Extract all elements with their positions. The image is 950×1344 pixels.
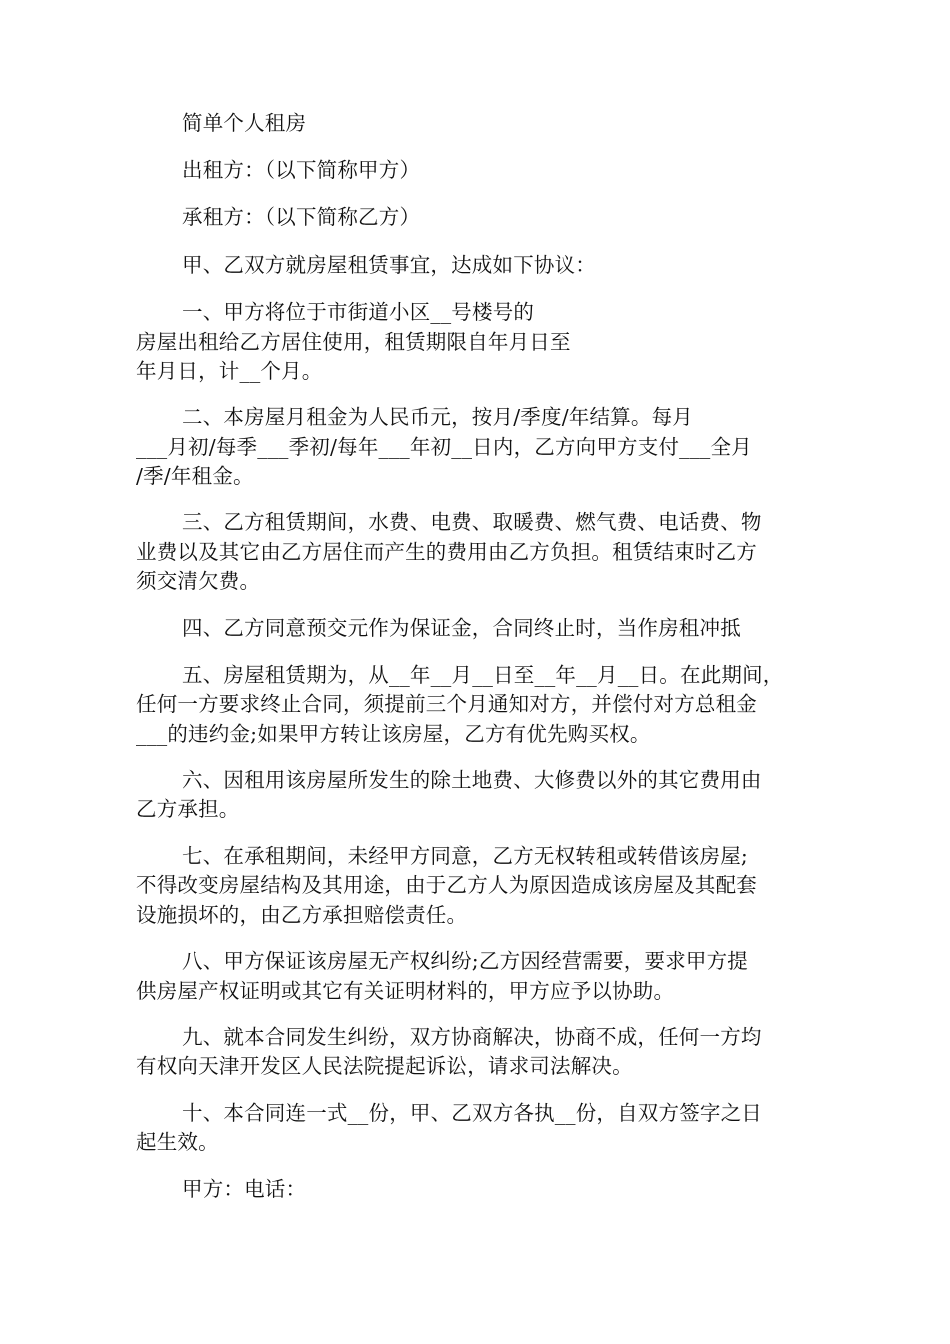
clause-6-line-2: 乙方承担。 [136,797,240,821]
clause-8-line-1: 八、甲方保证该房屋无产权纠纷;乙方因经营需要，要求甲方提 [182,949,749,973]
lessor-line: 出租方：（以下简称甲方） [182,158,421,182]
document-title: 简单个人租房 [182,111,307,135]
clause-2-line-1: 二、本房屋月租金为人民币元，按月/季度/年结算。每月 [182,405,694,429]
agreement-intro: 甲、乙双方就房屋租赁事宜，达成如下协议： [182,253,596,277]
clause-5-line-2: 任何一方要求终止合同，须提前三个月通知对方，并偿付对方总租金 [136,692,757,716]
clause-5-line-1: 五、房屋租赁期为，从__年__月__日至__年__月__日。在此期间， [182,663,784,687]
clause-1-line-3: 年月日，计__个月。 [136,359,323,383]
clause-7-line-2: 不得改变房屋结构及其用途，由于乙方人为原因造成该房屋及其配套 [136,873,757,897]
clause-7-line-3: 设施损坏的，由乙方承担赔偿责任。 [136,903,468,927]
clause-10-line-2: 起生效。 [136,1130,219,1154]
clause-7-line-1: 七、在承租期间，未经甲方同意，乙方无权转租或转借该房屋; [182,844,749,868]
clause-2-line-3: /季/年租金。 [136,464,254,488]
clause-3-line-3: 须交清欠费。 [136,569,261,593]
lessee-line: 承租方：（以下简称乙方） [182,205,421,229]
clause-3-line-1: 三、乙方租赁期间，水费、电费、取暖费、燃气费、电话费、物 [182,510,762,534]
clause-5-line-3: ___的违约金;如果甲方转让该房屋，乙方有优先购买权。 [136,722,651,746]
clause-4-line-1: 四、乙方同意预交元作为保证金，合同终止时，当作房租冲抵 [182,616,741,640]
clause-8-line-2: 供房屋产权证明或其它有关证明材料的，甲方应予以协助。 [136,979,675,1003]
clause-1-line-2: 房屋出租给乙方居住使用，租赁期限自年月日至 [136,330,571,354]
clause-6-line-1: 六、因租用该房屋所发生的除土地费、大修费以外的其它费用由 [182,768,762,792]
clause-2-line-2: ___月初/每季___季初/每年___年初__日内，乙方向甲方支付___全月 [136,435,752,459]
clause-1-line-1: 一、甲方将位于市街道小区__号楼号的 [182,300,535,324]
clause-9-line-1: 九、就本合同发生纠纷，双方协商解决，协商不成，任何一方均 [182,1025,762,1049]
party-a-signature-line: 甲方：电话： [182,1177,307,1201]
clause-3-line-2: 业费以及其它由乙方居住而产生的费用由乙方负担。租赁结束时乙方 [136,540,757,564]
clause-9-line-2: 有权向天津开发区人民法院提起诉讼，请求司法解决。 [136,1054,633,1078]
clause-10-line-1: 十、本合同连一式__份，甲、乙双方各执__份，自双方签字之日 [182,1101,762,1125]
